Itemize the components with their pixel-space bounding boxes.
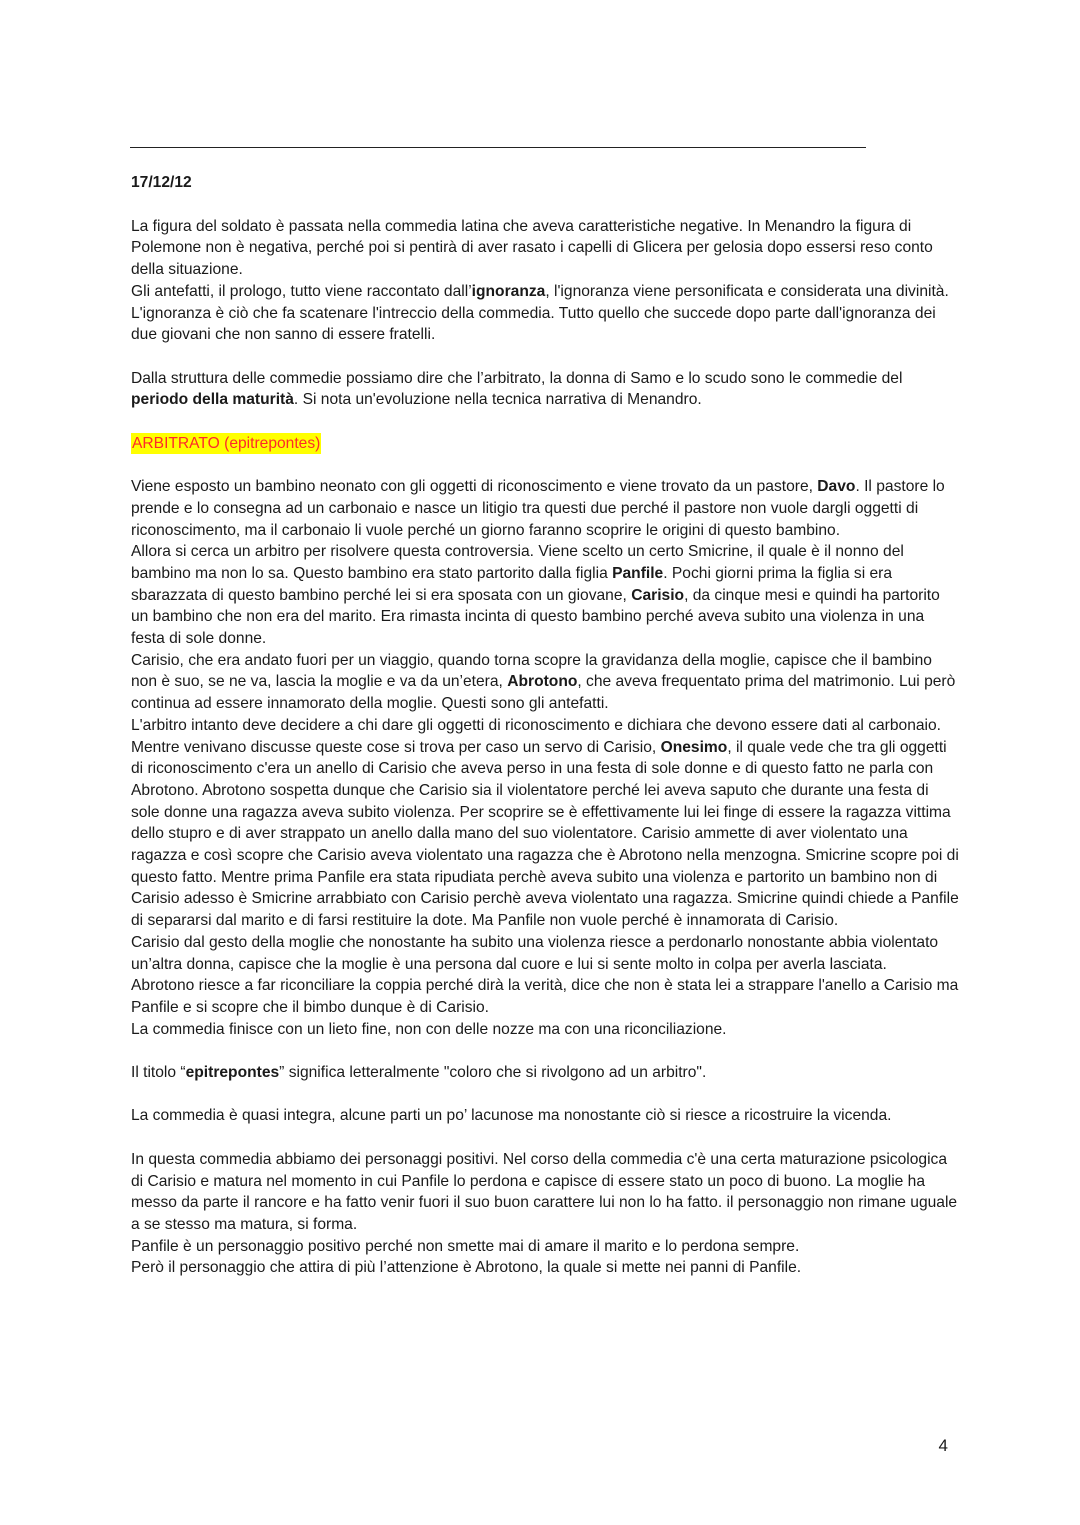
document-body: [131, 172, 961, 1279]
bold-epitrepontes: epitrepontes: [185, 1064, 280, 1082]
paragraph-soldier-figure: La figura del soldato è passata nella commedia latina che aveva caratteristiche negative. In Menandro la figura di Polemone non è negativa, perché poi si pentirà di aver rasato i capelli di Glicera per gelosia dopo essersi reso conto della situazione.: [131, 217, 933, 279]
bold-davo: Davo: [817, 478, 856, 496]
paragraph-arbitro: Allora si cerca un arbitro per risolvere questa controversia. Viene scelto un certo Smicrine, il quale è il nonno del bambino ma non lo sa. Questo bambino era stato partorito dalla figlia Panfile. Pochi giorni prima la figlia si era sbarazzata di questo bambino perché lei si era sposata con un giovane, Carisio, da cinque mesi e quindi ha partorito un bambino che non era del marito. Era rimasta incinta di questo bambino perché aveva subito una violenza in una festa di sole donne.: [131, 543, 940, 648]
header-divider: [130, 147, 866, 148]
paragraph-characters: In questa commedia abbiamo dei personaggi positivi. Nel corso della commedia c'è una certa maturazione psicologica di Carisio e matura nel momento in cui Panfile lo perdona e capisce di essere stato un poco di buono. La moglie ha messo da parte il rancore e ha fatto venir fuori il suo buon carattere lui non lo ha fatto. il personaggio non rimane uguale a se stesso ma matura, si forma.: [131, 1150, 958, 1233]
paragraph-maturity: Dalla struttura delle commedie possiamo dire che l’arbitrato, la donna di Samo e lo scudo sono le commedie del periodo della maturità. Si nota un'evoluzione nella tecnica narrativa di Menandro.: [131, 369, 903, 409]
paragraph-panfile: Panfile è un personaggio positivo perché non smette mai di amare il marito e lo perdona sempre.: [131, 1237, 800, 1255]
paragraph-onesimo: L'arbitro intanto deve decidere a chi dare gli oggetti di riconoscimento e dichiara che devono essere dati al carbonaio. Mentre venivano discusse queste cose si trova per caso un servo di Carisio, Onesimo, il quale vede che tra gli oggetti di riconoscimento c'era un anello di Carisio che aveva perso in una festa di sole donne e di questo fatto ne parla con Abrotono. Abrotono sospetta dunque che Carisio sia il violentatore perché lei aveva saputo che durante una festa di sole donne una ragazza aveva subito violenza. Per scoprire se è effettivamente lui lei finge di essere la ragazza vittima dello stupro e di aver strappato un anello dalla mano del suo violentatore. Carisio ammette di aver violentato una ragazza e così scopre che Carisio aveva violentato una ragazza che è Abrotono nella menzogna. Smicrine scopre poi di questo fatto. Mentre prima Panfile era stata ripudiata perchè aveva subito una violenza e partorito un bambino non di Carisio adesso è Smicrine arrabbiato con Carisio perchè aveva violentato una ragazza. Smicrine quindi chiede a Panfile di separarsi dal marito e di farsi restituire la dote. Ma Panfile non vuole perché è innamorata di Carisio.: [131, 716, 959, 930]
paragraph-reconciliation: Abrotono riesce a far riconciliare la coppia perché dirà la verità, dice che non è stata lei a strappare l'anello a Carisio ma Panfile e si scopre che il bimbo dunque è di Carisio.: [131, 977, 959, 1016]
bold-panfile: Panfile: [612, 564, 664, 582]
lesson-date: 17/12/12: [131, 174, 192, 191]
paragraph-integrity: La commedia è quasi integra, alcune parti un po’ lacunose ma nonostante ciò si riesce a ricostruire la vicenda.: [131, 1107, 892, 1125]
bold-periodo-maturita: periodo della maturità: [131, 391, 294, 409]
paragraph-abrotono: Però il personaggio che attira di più l’attenzione è Abrotono, la quale si mette nei panni di Panfile.: [131, 1259, 802, 1277]
paragraph-forgiveness: Carisio dal gesto della moglie che nonostante ha subito una violenza riesce a perdonarlo nonostante abbia violentato un’altra donna, capisce che la moglie è una persona dal cuore e lui si sente molto in colpa per averla lasciata.: [131, 933, 939, 973]
paragraph-davo: Viene esposto un bambino neonato con gli oggetti di riconoscimento e viene trovato da un pastore, Davo. Il pastore lo prende e lo consegna ad un carbonaio e nasce un litigio tra questi due perché il pastore non vuole dargli oggetti di riconoscimento, ma il carbonaio li vuole perché un giorno faranno scoprire le origini di questo bambino.: [131, 478, 945, 539]
bold-abrotono: Abrotono: [507, 673, 578, 691]
paragraph-happy-ending: La commedia finisce con un lieto fine, non con delle nozze ma con una riconciliazione.: [131, 1020, 727, 1038]
bold-onesimo: Onesimo: [660, 738, 728, 756]
paragraph-ignorance: Gli antefatti, il prologo, tutto viene raccontato dall’ignoranza, l'ignoranza viene personificata e considerata una divinità. L'ignoranza è ciò che fa scatenare l'intreccio della commedia. Tutto quello che succede dopo parte dall'ignoranza dei due giovani che non sanno di essere fratelli.: [131, 282, 949, 344]
paragraph-carisio-travel: Carisio, che era andato fuori per un viaggio, quando torna scopre la gravidanza della moglie, capisce che il bambino non è suo, se ne va, lascia la moglie e va da un’etera, Abrotono, che aveva frequentato prima del matrimonio. Lui però continua ad essere innamorato della moglie. Questi sono gli antefatti.: [131, 651, 956, 713]
section-heading: [131, 433, 961, 455]
section-title-arbitrato: ARBITRATO (epitrepontes): [131, 433, 321, 455]
bold-ignoranza: ignoranza: [471, 282, 546, 300]
page-number: 4: [938, 1436, 948, 1455]
paragraph-title-meaning: Il titolo “epitrepontes” significa letteralmente "coloro che si rivolgono ad un arbitro".: [131, 1064, 707, 1082]
bold-carisio: Carisio: [631, 586, 685, 604]
